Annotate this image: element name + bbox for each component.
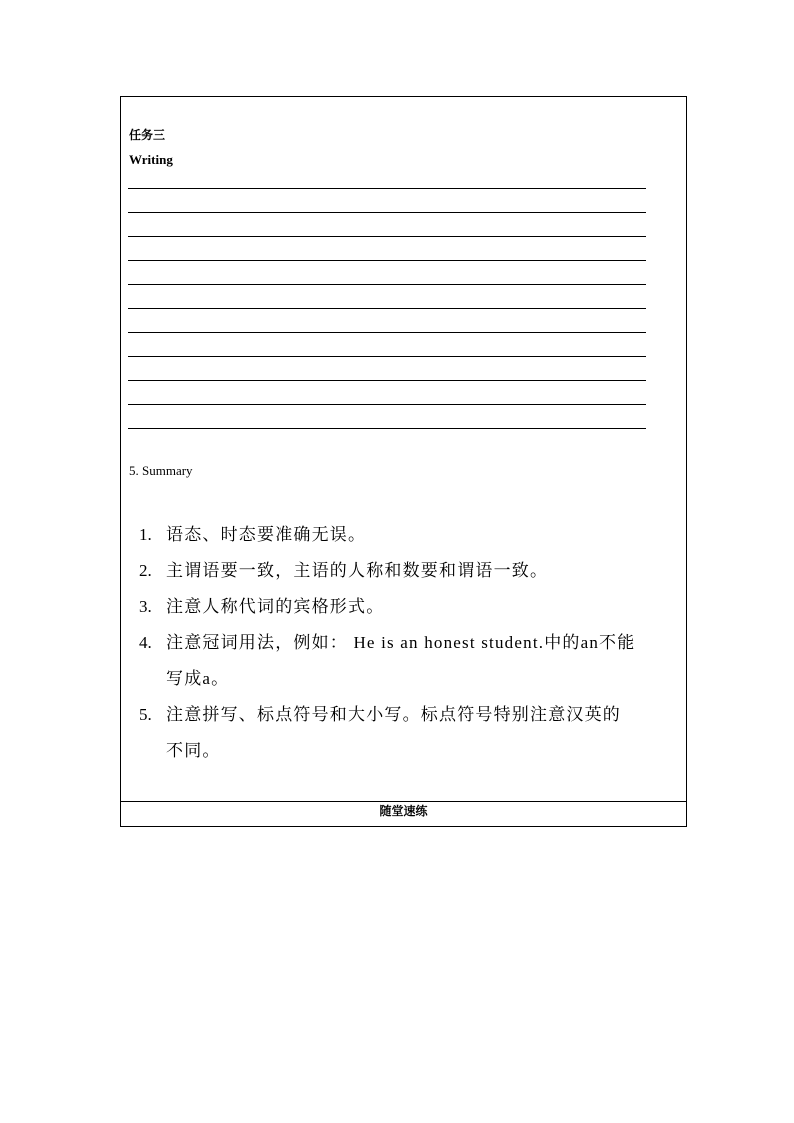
summary-number: 4. <box>139 633 152 652</box>
writing-line <box>128 260 646 261</box>
writing-line <box>128 212 646 213</box>
task-cell <box>121 97 686 801</box>
summary-list <box>139 517 639 769</box>
writing-lines <box>128 188 646 432</box>
writing-line <box>128 380 646 381</box>
summary-item-4 <box>139 625 639 697</box>
summary-text: 注意拼写、标点符号和大小写。标点符号特别注意汉英的不同。 <box>166 705 621 760</box>
summary-text: 语态、时态要准确无误。 <box>166 525 367 544</box>
summary-number: 2. <box>139 561 152 580</box>
summary-item-3 <box>139 589 639 625</box>
summary-item-5 <box>139 697 639 769</box>
writing-line <box>128 404 646 405</box>
summary-number: 3. <box>139 597 152 616</box>
summary-text: 主谓语要一致，主语的人称和数要和谓语一致。 <box>166 561 549 580</box>
summary-heading: 5. Summary <box>129 463 193 478</box>
practice-footer: 随堂速练 <box>121 801 686 826</box>
summary-number: 1. <box>139 525 152 544</box>
summary-number: 5. <box>139 705 152 724</box>
writing-line <box>128 308 646 309</box>
writing-line <box>128 284 646 285</box>
writing-line <box>128 236 646 237</box>
writing-line <box>128 332 646 333</box>
task-title: 任务三 <box>129 128 166 142</box>
writing-line <box>128 356 646 357</box>
writing-line <box>128 428 646 429</box>
writing-label: Writing <box>129 152 173 167</box>
summary-text: 注意冠词用法，例如： He is an honest student.中的an不能写成a。 <box>166 633 636 688</box>
summary-item-1 <box>139 517 639 553</box>
writing-line <box>128 188 646 189</box>
summary-item-2 <box>139 553 639 589</box>
summary-text: 注意人称代词的宾格形式。 <box>166 597 385 616</box>
lesson-table <box>120 96 687 827</box>
